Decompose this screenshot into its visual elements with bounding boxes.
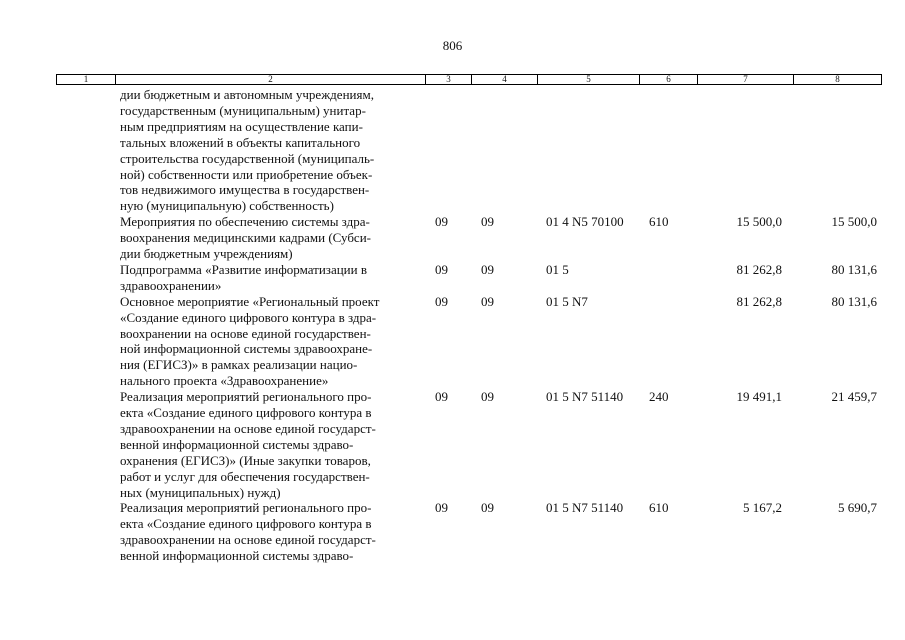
header-col-4: 4 — [472, 75, 538, 85]
amount-year-1: 81 262,8 — [736, 293, 782, 309]
section-code: 09 — [435, 389, 448, 405]
description-line: ной) собственности или приобретение объек- — [120, 166, 373, 182]
row-description — [120, 87, 420, 214]
subsection-code: 09 — [481, 500, 494, 516]
amount-year-2: 21 459,7 — [831, 389, 877, 405]
amount-year-2: 5 690,7 — [838, 500, 877, 516]
row-description — [120, 262, 420, 294]
section-code: 09 — [435, 293, 448, 309]
description-line: строительства государственной (муниципаль- — [120, 150, 375, 166]
header-col-8: 8 — [794, 75, 882, 85]
table-row — [0, 87, 905, 214]
column-number-header — [56, 74, 882, 85]
description-line: «Создание единого цифрового контура в здра- — [120, 309, 377, 325]
description-line: здравоохранении» — [120, 277, 222, 293]
description-line: екта «Создание единого цифрового контура в — [120, 516, 372, 532]
row-description — [120, 214, 420, 262]
description-line: работ и услуг для обеспечения государствен- — [120, 468, 370, 484]
expense-type: 610 — [649, 500, 669, 516]
amount-year-2: 80 131,6 — [831, 293, 877, 309]
table-row — [0, 389, 905, 500]
description-line: ную (муниципальную) собственность) — [120, 198, 334, 214]
amount-year-1: 19 491,1 — [736, 389, 782, 405]
description-line: Подпрограмма «Развитие информатизации в — [120, 261, 367, 277]
description-line: ных (муниципальных) нужд) — [120, 484, 281, 500]
description-line: здравоохранении на основе единой государст- — [120, 420, 376, 436]
description-line: здравоохранении на основе единой государст- — [120, 532, 376, 548]
table-row — [0, 214, 905, 262]
table-row — [0, 500, 905, 564]
description-line: государственным (муниципальным) унитар- — [120, 102, 366, 118]
section-code: 09 — [435, 500, 448, 516]
page-number: 806 — [442, 38, 463, 53]
header-col-1: 1 — [57, 75, 116, 85]
description-line: дии бюджетным учреждениям) — [120, 246, 293, 261]
amount-year-1: 81 262,8 — [736, 261, 782, 277]
header-col-6: 6 — [640, 75, 698, 85]
row-description — [120, 389, 420, 500]
description-line: венной информационной системы здраво- — [120, 436, 354, 452]
description-line: тов недвижимого имущества в государствен- — [120, 182, 370, 198]
section-code: 09 — [435, 261, 448, 277]
description-line: ным предприятиям на осуществление капи- — [120, 118, 363, 134]
description-line: нального проекта «Здравоохранение» — [120, 373, 329, 389]
target-article: 01 5 N7 51140 — [546, 389, 624, 405]
description-line: екта «Создание единого цифрового контура в — [120, 405, 372, 420]
description-line: охранения (ЕГИСЗ)» (Иные закупки товаров, — [120, 452, 371, 468]
description-line: Реализация мероприятий регионального про- — [120, 500, 372, 516]
header-col-2: 2 — [116, 75, 426, 85]
header-col-3: 3 — [426, 75, 472, 85]
description-line: Реализация мероприятий регионального про- — [120, 389, 372, 405]
row-description — [120, 500, 420, 564]
subsection-code: 09 — [481, 261, 494, 277]
description-line: ния (ЕГИСЗ)» в рамках реализации нацио- — [120, 357, 358, 373]
table-row — [0, 294, 905, 389]
description-line: дии бюджетным и автономным учреждениям, — [120, 87, 374, 102]
subsection-code: 09 — [481, 389, 494, 405]
description-line: Основное мероприятие «Региональный проект — [120, 293, 380, 309]
subsection-code: 09 — [481, 214, 494, 230]
section-code: 09 — [435, 214, 448, 230]
header-col-5: 5 — [538, 75, 640, 85]
subsection-code: 09 — [481, 293, 494, 309]
target-article: 01 5 — [546, 261, 569, 277]
header-col-7: 7 — [698, 75, 794, 85]
description-line: ной информационной системы здравоохране- — [120, 341, 373, 357]
table-row — [0, 262, 905, 294]
amount-year-1: 5 167,2 — [743, 500, 782, 516]
description-line: воохранении на основе единой государствен- — [120, 325, 371, 341]
expense-type: 610 — [649, 214, 669, 230]
row-description — [120, 294, 420, 389]
amount-year-2: 80 131,6 — [831, 261, 877, 277]
description-line: тальных вложений в объекты капитального — [120, 134, 361, 150]
target-article: 01 4 N5 70100 — [546, 214, 624, 230]
expense-type: 240 — [649, 389, 669, 405]
target-article: 01 5 N7 51140 — [546, 500, 624, 516]
amount-year-2: 15 500,0 — [831, 214, 877, 230]
amount-year-1: 15 500,0 — [736, 214, 782, 230]
description-line: Мероприятия по обеспечению системы здра- — [120, 214, 370, 230]
description-line: венной информационной системы здраво- — [120, 548, 354, 564]
description-line: воохранения медицинскими кадрами (Субси- — [120, 230, 371, 246]
target-article: 01 5 N7 — [546, 293, 588, 309]
